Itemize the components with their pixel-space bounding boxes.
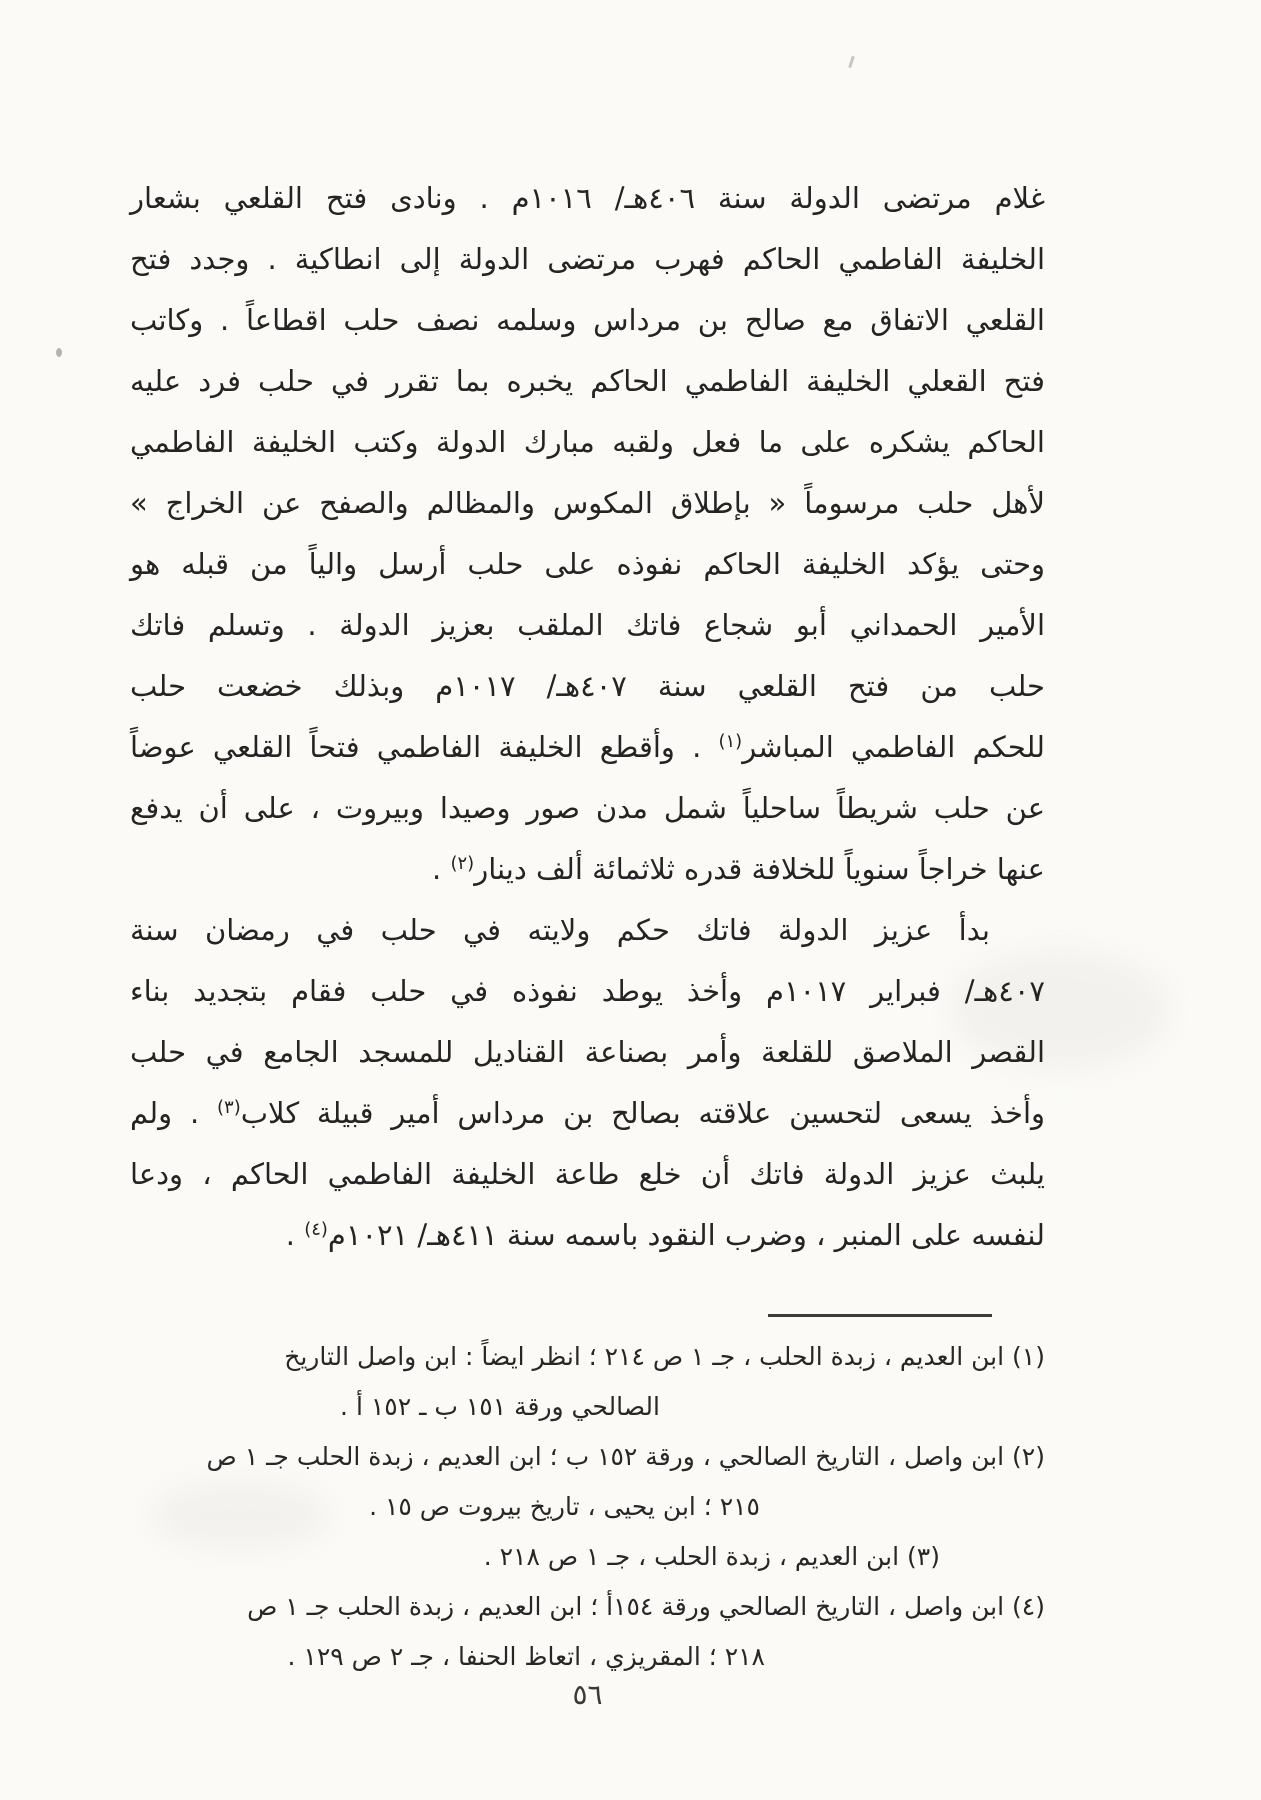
body-line: غلام مرتضى الدولة سنة ٤٠٦هـ/ ١٠١٦م . ونادى فتح القلعي بشعار bbox=[130, 181, 1045, 215]
body-line: ٤٠٧هـ/ فبراير ١٠١٧م وأخذ يوطد نفوذه في حلب فقام بتجديد بناء bbox=[130, 974, 1046, 1008]
footnote-separator-rule bbox=[768, 1314, 992, 1317]
body-line: يلبث عزيز الدولة فاتك أن خلع طاعة الخليفة الفاطمي الحاكم ، ودعا bbox=[130, 1157, 1045, 1191]
body-line: الخليفة الفاطمي الحاكم فهرب مرتضى الدولة إلى انطاكية . وجدد فتح bbox=[130, 242, 1045, 276]
footnote-line: (٤) ابن واصل ، التاريخ الصالحي ورقة ١٥٤أ ؛ ابن العديم ، زبدة الحلب جـ ١ ص bbox=[247, 1592, 1045, 1621]
footnote-line: (٢) ابن واصل ، التاريخ الصالحي ، ورقة ١٥٢ ب ؛ ابن العديم ، زبدة الحلب جـ ١ ص bbox=[206, 1442, 1045, 1471]
body-line-paragraph-end: عنها خراجاً سنوياً للخلافة قدره ثلاثمائة ألف دينار$^{(٢)}$ . bbox=[432, 852, 1045, 886]
body-line: القلعي الاتفاق مع صالح بن مرداس وسلمه نصف حلب اقطاعاً . وكاتب bbox=[130, 303, 1045, 337]
footnote-line: (١) ابن العديم ، زبدة الحلب ، جـ ١ ص ٢١٤ ؛ انظر ايضاً : ابن واصل التاريخ bbox=[284, 1342, 1045, 1371]
body-text bbox=[130, 168, 1045, 1266]
scan-artifact-mark bbox=[848, 56, 855, 68]
body-line: حلب من فتح القلعي سنة ٤٠٧هـ/ ١٠١٧م وبذلك خضعت حلب bbox=[130, 669, 1045, 703]
body-line: للحكم الفاطمي المباشر$^{(١)}$ . وأقطع الخليفة الفاطمي فتحاً القلعي عوضاً bbox=[130, 730, 1045, 764]
body-line: الحاكم يشكره على ما فعل ولقبه مبارك الدولة وكتب الخليفة الفاطمي bbox=[130, 425, 1045, 459]
body-line: وأخذ يسعى لتحسين علاقته بصالح بن مرداس أمير قبيلة كلاب$^{(٣)}$ . ولم bbox=[130, 1096, 1046, 1130]
body-line: عن حلب شريطاً ساحلياً شمل مدن صور وصيدا وبيروت ، على أن يدفع bbox=[130, 791, 1045, 825]
body-line: لأهل حلب مرسوماً « بإطلاق المكوس والمظالم والصفح عن الخراج » bbox=[130, 486, 1045, 520]
scan-artifact-dot bbox=[56, 348, 62, 357]
body-line-paragraph-start: بدأ عزيز الدولة فاتك حكم ولايته في حلب في رمضان سنة bbox=[130, 913, 990, 947]
body-line: الأمير الحمداني أبو شجاع فاتك الملقب بعزيز الدولة . وتسلم فاتك bbox=[130, 608, 1045, 642]
body-line: القصر الملاصق للقلعة وأمر بصناعة القناديل للمسجد الجامع في حلب bbox=[130, 1035, 1045, 1069]
body-line: وحتى يؤكد الخليفة الحاكم نفوذه على حلب أرسل والياً من قبله هو bbox=[130, 547, 1045, 581]
page-number: ٥٦ bbox=[572, 1678, 603, 1711]
body-line: فتح القعلي الخليفة الفاطمي الحاكم يخبره بما تقرر في حلب فرد عليه bbox=[130, 364, 1045, 398]
footnote-line: (٣) ابن العديم ، زبدة الحلب ، جـ ١ ص ٢١٨ . bbox=[483, 1542, 940, 1571]
footnote-continuation-line: ٢١٥ ؛ ابن يحيى ، تاريخ بيروت ص ١٥ . bbox=[369, 1492, 760, 1521]
footnotes bbox=[130, 1332, 1045, 1682]
footnote-continuation-line: ٢١٨ ؛ المقريزي ، اتعاظ الحنفا ، جـ ٢ ص ١٢٩ . bbox=[287, 1642, 765, 1671]
footnote-continuation-line: الصالحي ورقة ١٥١ ب ـ ١٥٢ أ . bbox=[340, 1392, 660, 1421]
body-line-paragraph-end: لنفسه على المنبر ، وضرب النقود باسمه سنة ٤١١هـ/ ١٠٢١م$^{(٤)}$ . bbox=[285, 1218, 1045, 1252]
